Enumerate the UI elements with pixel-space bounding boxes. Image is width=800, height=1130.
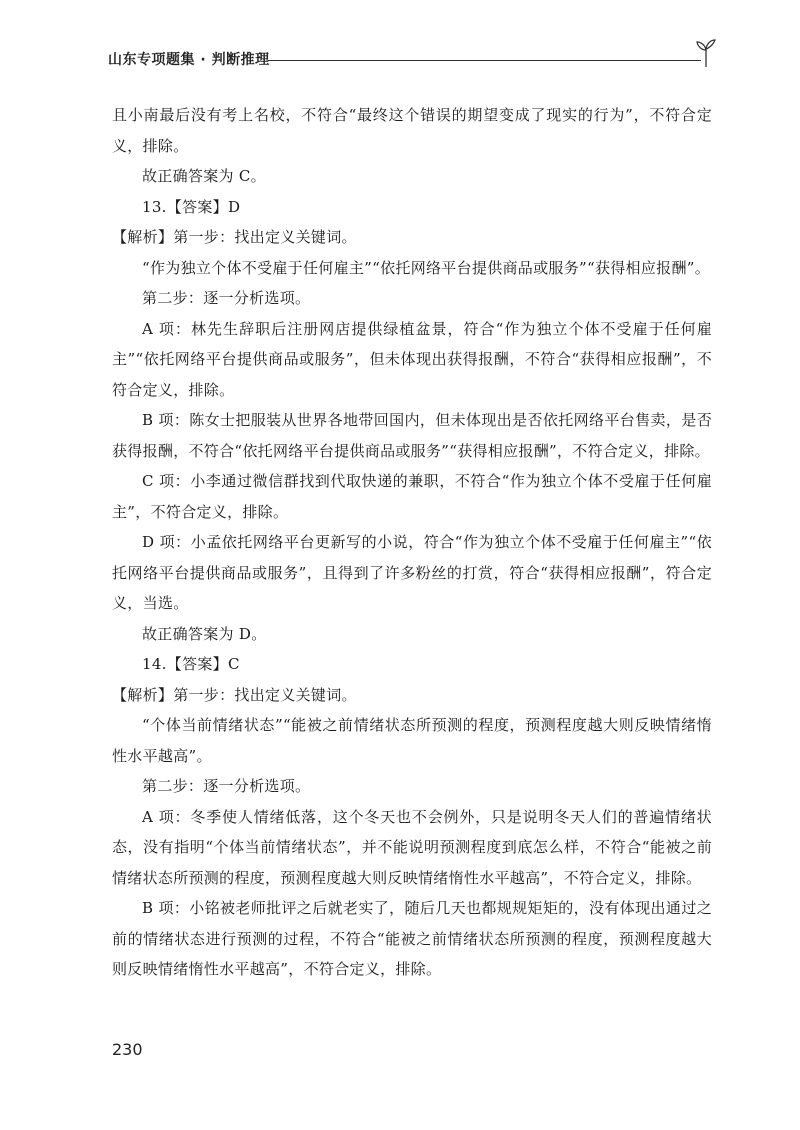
sprout-icon: [695, 38, 717, 68]
paragraph: B 项：陈女士把服装从世界各地带回国内，但未体现出是否依托网络平台售卖，是否获得报酬，不符合“依托网络平台提供商品或服务”“获得相应报酬”，不符合定义，排除。: [112, 411, 712, 460]
paragraph: 14.【答案】C: [142, 655, 240, 673]
paragraph: C 项：小李通过微信群找到代取快递的兼职，不符合“作为独立个体不受雇于任何雇主”，不符合定义，排除。: [112, 472, 712, 521]
paragraph: A 项：冬季使人情绪低落，这个冬天也不会例外，只是说明冬天人们的普遍情绪状态，没有指明“个体当前情绪状态”，并不能说明预测程度到底怎么样，不符合“能被之前情绪状态所预测的程度，预测程度越大则反映情绪惰性水平越高”，不符合定义，排除。: [112, 807, 712, 887]
paragraph: 故正确答案为 D。: [142, 624, 267, 643]
paragraph: 【解析】第一步：找出定义关键词。: [112, 228, 357, 246]
answer-explanation-body: [112, 100, 712, 985]
paragraph: 第二步：逐一分析选项。: [142, 777, 311, 795]
paragraph: A 项：林先生辞职后注册网店提供绿植盆景，符合“作为独立个体不受雇于任何雇主”“依托网络平台提供商品或服务”，但未体现出获得报酬，不符合“获得相应报酬”，不符合定义，排除。: [112, 319, 712, 399]
header-title: 山东专项题集 · 判断推理: [108, 52, 270, 68]
running-header: [108, 44, 713, 74]
paragraph: 第二步：逐一分析选项。: [142, 289, 311, 307]
page-number: 230: [112, 1040, 143, 1059]
paragraph: “作为独立个体不受雇于任何雇主”“依托网络平台提供商品或服务”“获得相应报酬”。: [142, 258, 711, 277]
paragraph: “个体当前情绪状态”“能被之前情绪状态所预测的程度，预测程度越大则反映情绪惰性水平越高”。: [112, 716, 712, 765]
paragraph: B 项：小铭被老师批评之后就老实了，随后几天也都规规矩矩的，没有体现出通过之前的情绪状态进行预测的过程，不符合“能被之前情绪状态所预测的程度，预测程度越大则反映情绪惰性水平越高”，不符合定义，排除。: [112, 899, 712, 978]
paragraph: 【解析】第一步：找出定义关键词。: [112, 685, 357, 704]
paragraph: 故正确答案为 C。: [142, 167, 266, 185]
paragraph: D 项：小孟依托网络平台更新写的小说，符合“作为独立个体不受雇于任何雇主”“依托网络平台提供商品或服务”，且得到了许多粉丝的打赏，符合“获得相应报酬”，符合定义，当选。: [112, 533, 712, 612]
paragraph: 且小南最后没有考上名校，不符合“最终这个错误的期望变成了现实的行为”，不符合定义，排除。: [112, 106, 712, 155]
paragraph: 13.【答案】D: [142, 197, 241, 216]
header-rule: [268, 60, 701, 61]
